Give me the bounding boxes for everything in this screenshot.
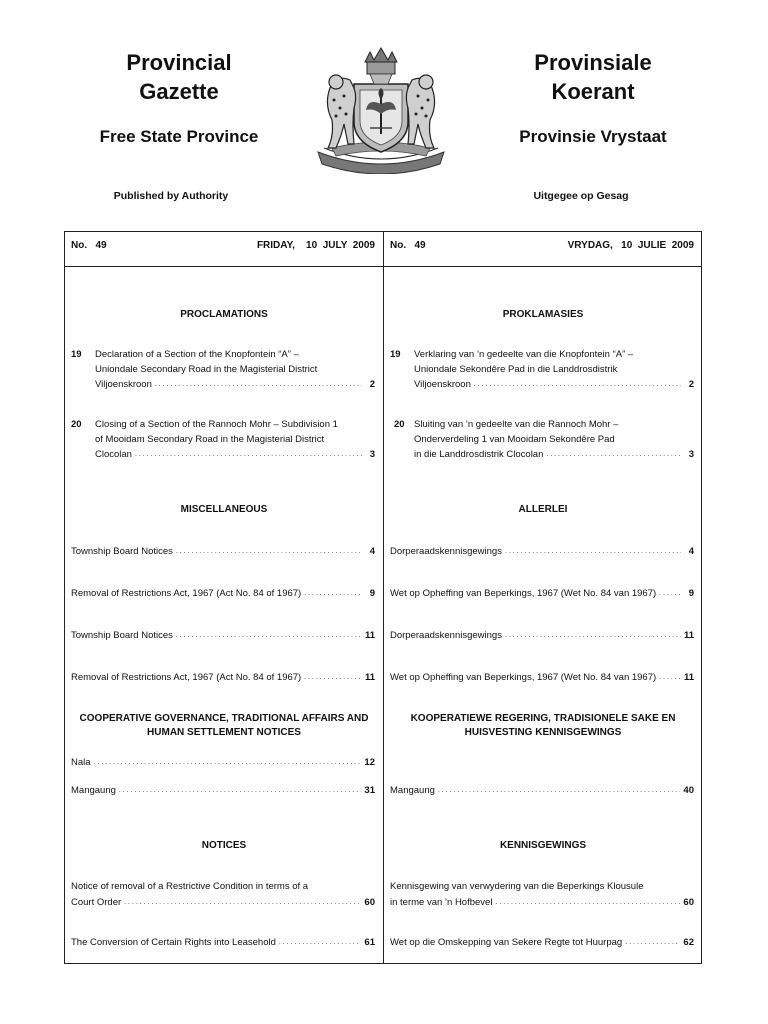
entry-text: Township Board Notices xyxy=(71,546,173,557)
leader-dots xyxy=(135,447,362,463)
entry-line: Viljoenskroon xyxy=(95,379,152,390)
coop-entry xyxy=(71,755,375,771)
leader-dots xyxy=(495,895,680,911)
entry-text: The Conversion of Certain Rights into Leasehold xyxy=(71,937,276,948)
proclamation-entry xyxy=(71,348,375,393)
leader-dots xyxy=(94,755,362,771)
af-title-line2: Koerant xyxy=(551,79,635,104)
entry-line: Uniondale Sekondêre Pad in die Landdrosdistrik xyxy=(414,363,618,375)
page-number: 4 xyxy=(369,546,375,557)
leader-dots xyxy=(304,586,362,602)
entry-text: Dorperaadskennisgewings xyxy=(390,546,502,557)
af-issue-date: VRYDAG, 10 JULIE 2009 xyxy=(567,240,694,251)
page-number: 62 xyxy=(683,937,694,948)
proklamasie-entry xyxy=(390,418,694,463)
page-number: 2 xyxy=(369,379,375,390)
entry-line: Court Order xyxy=(71,896,122,908)
af-title-line1: Provinsiale xyxy=(534,50,652,75)
entry-line: Closing of a Section of the Rannoch Mohr – Subdivision 1 xyxy=(95,419,338,430)
proclamation-number: 19 xyxy=(71,349,82,360)
afrikaans-column xyxy=(384,232,702,963)
english-issue-bar xyxy=(71,240,375,251)
afrikaans-province: Provinsie Vrystaat xyxy=(519,127,667,146)
coat-of-arms-icon xyxy=(310,44,452,174)
notice-entry xyxy=(71,880,375,910)
proclamation-number: 20 xyxy=(71,419,82,430)
page-number: 9 xyxy=(688,588,694,599)
entry-text: Nala xyxy=(71,757,91,768)
notice-entry xyxy=(71,935,375,951)
leader-dots xyxy=(124,895,361,911)
page-number: 61 xyxy=(364,937,375,948)
page-number: 4 xyxy=(688,546,694,557)
entry-line: Onderverdeling 1 van Mooidam Sekondêre Pad xyxy=(414,433,615,445)
en-title-line2: Gazette xyxy=(139,79,219,104)
kooperatiewe-heading xyxy=(384,712,702,740)
misc-entry xyxy=(390,628,694,644)
coop-heading-line2: HUISVESTING KENNISGEWINGS xyxy=(464,727,622,738)
proclamation-number: 19 xyxy=(390,349,401,360)
english-gazette-title xyxy=(98,48,260,106)
entry-line: Viljoenskroon xyxy=(414,379,471,390)
entry-text: Dorperaadskennisgewings xyxy=(390,630,502,641)
page-number: 40 xyxy=(683,785,694,796)
notice-entry xyxy=(390,935,694,951)
misc-entry xyxy=(71,586,375,602)
english-published: Published by Authority xyxy=(113,190,229,202)
entry-text: Wet op die Omskepping van Sekere Regte tot Huurpag xyxy=(390,937,623,948)
entry-line: in die Landdrosdistrik Clocolan xyxy=(414,449,544,460)
leader-dots xyxy=(304,670,362,686)
entry-text: Removal of Restrictions Act, 1967 (Act No. 84 of 1967) xyxy=(71,588,302,599)
entry-text: Mangaung xyxy=(71,785,116,796)
notice-entry xyxy=(390,880,694,910)
allerlei-heading: ALLERLEI xyxy=(518,504,568,515)
coop-heading xyxy=(65,712,383,740)
leader-dots xyxy=(176,544,362,560)
proklamasies-heading: PROKLAMASIES xyxy=(502,309,584,320)
leader-dots xyxy=(625,935,680,951)
entry-line: Verklaring van ’n gedeelte van die Knopfontein “A” – xyxy=(414,349,634,360)
leader-dots xyxy=(474,377,681,393)
entry-text: Wet op Opheffing van Beperkings, 1967 (Wet No. 84 van 1967) xyxy=(390,588,657,599)
entry-text: Wet op Opheffing van Beperkings, 1967 (Wet No. 84 van 1967) xyxy=(390,672,657,683)
page-number: 11 xyxy=(364,630,375,641)
misc-entry xyxy=(71,544,375,560)
leader-dots xyxy=(546,447,681,463)
leader-dots xyxy=(279,935,362,951)
coop-heading-line1: KOOPERATIEWE REGERING, TRADISIONELE SAKE EN xyxy=(410,713,676,724)
contents-frame xyxy=(64,231,702,964)
entry-line: Sluiting van ’n gedeelte van die Rannoch Mohr – xyxy=(414,419,619,430)
misc-entry xyxy=(71,628,375,644)
entry-line: Declaration of a Section of the Knopfontein “A” – xyxy=(95,349,299,360)
afrikaans-gazette-title xyxy=(508,48,678,106)
coop-entry xyxy=(390,783,694,799)
entry-text: Removal of Restrictions Act, 1967 (Act No. 84 of 1967) xyxy=(71,672,302,683)
english-province: Free State Province xyxy=(99,127,259,146)
coop-heading-line1: COOPERATIVE GOVERNANCE, TRADITIONAL AFFAIRS AND xyxy=(79,713,369,724)
coop-entry xyxy=(71,783,375,799)
page-number: 11 xyxy=(683,630,694,641)
misc-entry xyxy=(390,670,694,686)
misc-entry xyxy=(390,544,694,560)
leader-dots xyxy=(505,628,681,644)
miscellaneous-heading: MISCELLANEOUS xyxy=(180,504,268,515)
leader-dots xyxy=(155,377,362,393)
english-column xyxy=(65,232,383,963)
coop-heading-line2: HUMAN SETTLEMENT NOTICES xyxy=(147,727,301,738)
afrikaans-issue-bar xyxy=(390,240,694,251)
leader-dots xyxy=(176,628,362,644)
page-number: 3 xyxy=(369,449,375,460)
page-number: 31 xyxy=(364,785,375,796)
en-title-line1: Provincial xyxy=(126,50,232,75)
entry-text: Mangaung xyxy=(390,785,435,796)
misc-entry xyxy=(390,586,694,602)
notices-heading: NOTICES xyxy=(201,840,247,851)
proclamation-number: 20 xyxy=(394,419,405,430)
entry-line: Notice of removal of a Restrictive Condition in terms of a xyxy=(71,881,309,892)
entry-line: Uniondale Secondary Road in the Magisterial District xyxy=(95,363,318,375)
page-number: 9 xyxy=(369,588,375,599)
page-number: 2 xyxy=(688,379,694,390)
entry-line: in terme van ’n Hofbevel xyxy=(390,896,493,908)
entry-line: of Mooidam Secondary Road in the Magisterial District xyxy=(95,433,325,445)
leader-dots xyxy=(505,544,681,560)
leader-dots xyxy=(438,783,681,799)
proclamation-entry xyxy=(71,418,375,463)
en-issue-date: FRIDAY, 10 JULY 2009 xyxy=(256,240,375,251)
page-number: 60 xyxy=(364,896,375,908)
page-number: 12 xyxy=(364,757,375,768)
proclamations-heading: PROCLAMATIONS xyxy=(180,309,268,320)
leader-dots xyxy=(659,670,681,686)
entry-line: Clocolan xyxy=(95,449,132,460)
af-issue-number: No. 49 xyxy=(390,240,426,251)
page-number: 11 xyxy=(364,672,375,683)
entry-text: Township Board Notices xyxy=(71,630,173,641)
leader-dots xyxy=(119,783,362,799)
misc-entry xyxy=(71,670,375,686)
page-number: 60 xyxy=(683,896,694,908)
entry-line: Kennisgewing van verwydering van die Beperkings Klousule xyxy=(390,881,644,892)
proklamasie-entry xyxy=(390,348,694,393)
afrikaans-published: Uitgegee op Gesag xyxy=(533,190,629,202)
page-number: 3 xyxy=(688,449,694,460)
leader-dots xyxy=(659,586,681,602)
kennisgewings-heading: KENNISGEWINGS xyxy=(499,840,587,851)
en-issue-number: No. 49 xyxy=(71,240,107,251)
page-number: 11 xyxy=(683,672,694,683)
